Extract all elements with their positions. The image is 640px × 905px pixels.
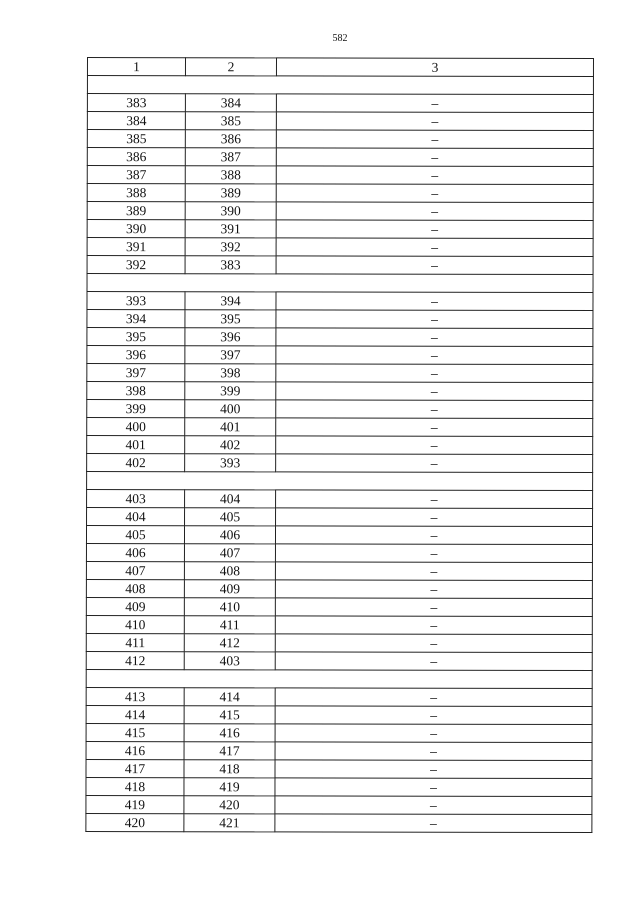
table-cell-col2: 395 xyxy=(185,310,276,328)
table-cell-col3: – xyxy=(276,400,593,419)
table-cell-col1: 399 xyxy=(87,400,185,418)
table-cell-col1: 398 xyxy=(87,382,185,400)
header-row xyxy=(87,58,593,77)
table-cell-col3: – xyxy=(275,544,592,563)
table-cell-col2: 389 xyxy=(185,184,276,202)
table-cell-col3: – xyxy=(276,256,593,275)
table-cell-col3: – xyxy=(276,220,593,239)
table-row xyxy=(86,561,592,580)
table-row xyxy=(87,364,593,383)
table-cell-col3: – xyxy=(276,454,593,473)
table-cell-col1: 414 xyxy=(86,705,184,723)
table-cell-col2: 416 xyxy=(184,724,275,742)
table-cell-col2: 406 xyxy=(184,526,275,544)
table-cell-col1: 419 xyxy=(86,795,184,813)
table-cell-col3: – xyxy=(275,652,592,671)
table-cell-col3: – xyxy=(275,724,592,743)
table-cell-col2: 385 xyxy=(185,112,276,130)
table-cell-col2: 405 xyxy=(185,508,276,526)
table-row xyxy=(87,328,593,347)
table-row xyxy=(86,544,592,563)
table-cell-col3: – xyxy=(276,364,593,383)
table-cell-col2: 388 xyxy=(185,166,276,184)
table-cell-col1: 413 xyxy=(86,687,184,705)
table-row xyxy=(86,759,592,778)
table-row xyxy=(87,490,593,509)
table-cell-col3: – xyxy=(275,562,592,581)
group-separator-row xyxy=(86,669,592,688)
column-header-3: 3 xyxy=(276,58,593,77)
table-cell-col3: – xyxy=(276,346,593,365)
table-cell-col1: 392 xyxy=(87,256,185,274)
table-cell-col1: 412 xyxy=(86,651,184,669)
table-row xyxy=(87,202,593,221)
table-header xyxy=(87,58,593,77)
table-cell-col3: – xyxy=(275,580,592,599)
table-cell-col1: 411 xyxy=(86,633,184,651)
table-row xyxy=(87,508,593,527)
table-cell-col1: 386 xyxy=(87,148,185,166)
table-cell-col2: 408 xyxy=(184,562,275,580)
table-row xyxy=(87,130,593,149)
table-cell-col1: 402 xyxy=(87,454,185,472)
table-cell-col3: – xyxy=(275,778,592,797)
table-cell-col1: 393 xyxy=(87,292,185,310)
table-row xyxy=(87,436,593,455)
table-cell-col1: 417 xyxy=(86,759,184,777)
table-cell-col2: 387 xyxy=(185,148,276,166)
table-cell-col2: 398 xyxy=(185,364,276,382)
table-cell-col2: 415 xyxy=(184,706,275,724)
table-cell-col3: – xyxy=(276,508,593,527)
table-cell-col2: 399 xyxy=(185,382,276,400)
table-row xyxy=(87,256,593,275)
table-cell-col1: 409 xyxy=(86,597,184,615)
table-cell-col3: – xyxy=(276,292,593,311)
group-separator-row xyxy=(87,76,593,95)
table-cell-col2: 386 xyxy=(185,130,276,148)
table-row xyxy=(87,184,593,203)
table-cell-col1: 404 xyxy=(87,508,185,526)
table-row xyxy=(86,813,592,832)
table-cell-col2: 420 xyxy=(184,796,275,814)
table-row xyxy=(86,741,592,760)
table-row xyxy=(86,651,592,670)
table-cell-col3: – xyxy=(276,328,593,347)
table-cell-col3: – xyxy=(276,310,593,329)
group-separator-cell xyxy=(87,76,593,95)
table-cell-col1: 410 xyxy=(86,615,184,633)
table-row xyxy=(87,238,593,257)
table-cell-col2: 407 xyxy=(184,544,275,562)
group-separator-row xyxy=(87,472,593,491)
column-header-2: 2 xyxy=(185,58,276,76)
table-cell-col2: 414 xyxy=(184,688,275,706)
table-cell-col1: 407 xyxy=(86,561,184,579)
table-row xyxy=(86,705,592,724)
table-cell-col3: – xyxy=(275,688,592,707)
table-cell-col1: 416 xyxy=(86,741,184,759)
table-cell-col3: – xyxy=(276,436,593,455)
table-cell-col3: – xyxy=(276,148,593,167)
table-cell-col1: 384 xyxy=(87,112,185,130)
table-cell-col3: – xyxy=(275,796,592,815)
table-row xyxy=(86,633,592,652)
table-cell-col1: 387 xyxy=(87,166,185,184)
table-cell-col2: 401 xyxy=(185,418,276,436)
table-cell-col2: 392 xyxy=(185,238,276,256)
table-row xyxy=(87,400,593,419)
table-cell-col3: – xyxy=(275,760,592,779)
table-cell-col1: 401 xyxy=(87,436,185,454)
table-cell-col1: 388 xyxy=(87,184,185,202)
table-cell-col1: 406 xyxy=(86,544,184,562)
group-separator-cell xyxy=(86,669,592,688)
table-cell-col3: – xyxy=(276,202,593,221)
table-row xyxy=(86,795,592,814)
table-cell-col3: – xyxy=(275,526,592,545)
table-cell-col2: 412 xyxy=(184,634,275,652)
column-header-1: 1 xyxy=(87,58,185,76)
table-cell-col1: 394 xyxy=(87,310,185,328)
table-cell-col2: 409 xyxy=(184,580,275,598)
table-cell-col3: – xyxy=(276,112,593,131)
table-cell-col1: 389 xyxy=(87,202,185,220)
table-row xyxy=(87,220,593,239)
table-row xyxy=(86,526,592,545)
table-row xyxy=(86,777,592,796)
table-row xyxy=(87,148,593,167)
data-table xyxy=(85,57,594,833)
table-cell-col2: 383 xyxy=(185,256,276,274)
table-cell-col1: 390 xyxy=(87,220,185,238)
table-row xyxy=(86,687,592,706)
table-cell-col3: – xyxy=(276,94,593,113)
table-cell-col1: 403 xyxy=(87,490,185,508)
table-row xyxy=(87,292,593,311)
table-cell-col2: 402 xyxy=(185,436,276,454)
table-cell-col2: 421 xyxy=(184,814,275,832)
table-cell-col3: – xyxy=(276,166,593,185)
table-cell-col3: – xyxy=(275,598,592,617)
table-cell-col1: 395 xyxy=(87,328,185,346)
table-cell-col1: 400 xyxy=(87,418,185,436)
table-cell-col2: 419 xyxy=(184,778,275,796)
table-cell-col1: 415 xyxy=(86,723,184,741)
table-row xyxy=(86,615,592,634)
group-separator-cell xyxy=(87,472,593,491)
table-cell-col3: – xyxy=(275,742,592,761)
table-cell-col2: 410 xyxy=(184,598,275,616)
table-cell-col3: – xyxy=(276,238,593,257)
table-body xyxy=(86,76,594,833)
table-row xyxy=(86,723,592,742)
table-cell-col3: – xyxy=(275,814,592,833)
table-cell-col1: 420 xyxy=(86,813,184,831)
table-cell-col1: 383 xyxy=(87,94,185,112)
table-row xyxy=(87,346,593,365)
table-cell-col1: 418 xyxy=(86,777,184,795)
table-cell-col1: 385 xyxy=(87,130,185,148)
table-cell-col3: – xyxy=(275,706,592,725)
table-cell-col2: 400 xyxy=(185,400,276,418)
table-cell-col2: 403 xyxy=(184,652,275,670)
table-cell-col3: – xyxy=(276,184,593,203)
table-row xyxy=(87,382,593,401)
table-row xyxy=(87,166,593,185)
table-cell-col1: 397 xyxy=(87,364,185,382)
table-cell-col3: – xyxy=(275,616,592,635)
table-row xyxy=(87,454,593,473)
table-cell-col2: 393 xyxy=(185,454,276,472)
table-cell-col3: – xyxy=(276,382,593,401)
table-cell-col2: 418 xyxy=(184,760,275,778)
table-row xyxy=(87,112,593,131)
table-cell-col2: 404 xyxy=(185,490,276,508)
table-cell-col2: 394 xyxy=(185,292,276,310)
table-row xyxy=(87,418,593,437)
table-cell-col2: 411 xyxy=(184,616,275,634)
table-cell-col2: 384 xyxy=(185,94,276,112)
group-separator-cell xyxy=(87,274,593,293)
table-cell-col1: 391 xyxy=(87,238,185,256)
table-cell-col3: – xyxy=(276,130,593,149)
table-cell-col3: – xyxy=(276,490,593,509)
table-cell-col2: 397 xyxy=(185,346,276,364)
table-row xyxy=(87,94,593,113)
table-cell-col1: 405 xyxy=(86,526,184,544)
table-cell-col1: 408 xyxy=(86,579,184,597)
table-cell-col3: – xyxy=(275,634,592,653)
table-row xyxy=(86,597,592,616)
table-cell-col2: 396 xyxy=(185,328,276,346)
table-row xyxy=(87,310,593,329)
table-cell-col3: – xyxy=(276,418,593,437)
table-cell-col2: 390 xyxy=(185,202,276,220)
table-cell-col1: 396 xyxy=(87,346,185,364)
group-separator-row xyxy=(87,274,593,293)
table-cell-col2: 417 xyxy=(184,742,275,760)
page-number: 582 xyxy=(332,33,348,44)
table-cell-col2: 391 xyxy=(185,220,276,238)
table-row xyxy=(86,579,592,598)
